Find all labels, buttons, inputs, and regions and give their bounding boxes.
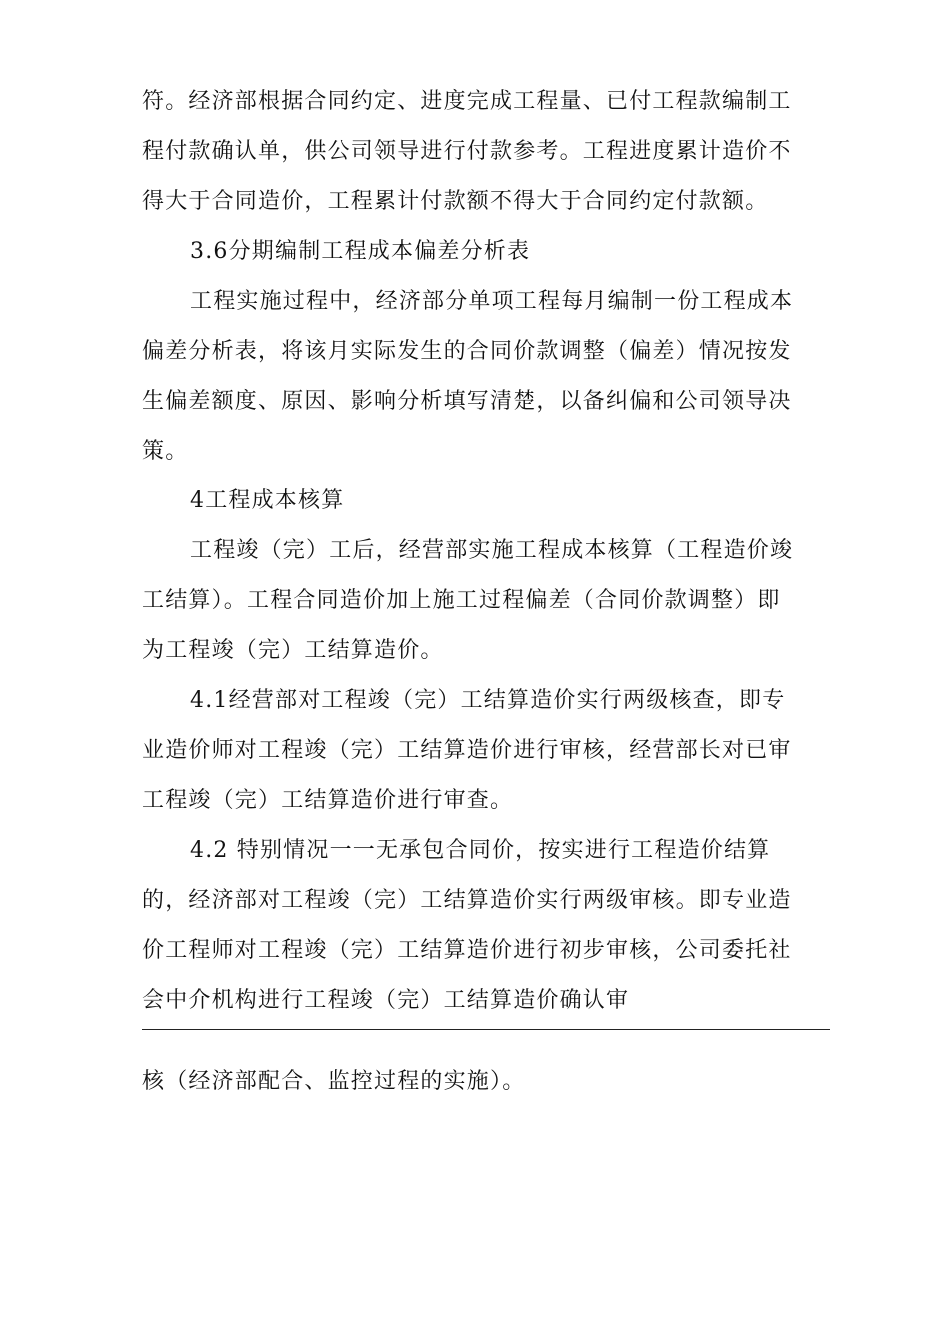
paragraph-line: 符。经济部根据合同约定、进度完成工程量、已付工程款编制工 (142, 89, 792, 114)
paragraph-line: 4.1经营部对工程竣（完）工结算造价实行两级核查，即专 (190, 688, 786, 713)
paragraph-line: 为工程竣（完）工结算造价。 (142, 638, 444, 663)
paragraph-line: 生偏差额度、原因、影响分析填写清楚，以备纠偏和公司领导决 (142, 389, 792, 414)
paragraph-line: 的，经济部对工程竣（完）工结算造价实行两级审核。即专业造 (142, 888, 792, 913)
paragraph-line: 工程竣（完）工后，经营部实施工程成本核算（工程造价竣 (190, 538, 794, 563)
paragraph-line: 会中介机构进行工程竣（完）工结算造价确认审 (142, 988, 630, 1013)
paragraph-line: 业造价师对工程竣（完）工结算造价进行审核，经营部长对已审 (142, 738, 792, 763)
section-heading: 4工程成本核算 (190, 488, 345, 513)
section-heading: 3.6分期编制工程成本偏差分析表 (190, 239, 531, 264)
paragraph-line: 工结算）。工程合同造价加上施工过程偏差（合同价款调整）即 (142, 588, 781, 613)
paragraph-line: 程付款确认单，供公司领导进行付款参考。工程进度累计造价不 (142, 139, 792, 164)
paragraph-line: 偏差分析表，将该月实际发生的合同价款调整（偏差）情况按发 (142, 339, 792, 364)
paragraph-line: 工程竣（完）工结算造价进行审查。 (142, 788, 514, 813)
paragraph-line: 核（经济部配合、监控过程的实施）。 (142, 1069, 526, 1094)
paragraph-line: 工程实施过程中，经济部分单项工程每月编制一份工程成本 (190, 289, 794, 314)
horizontal-rule (142, 1029, 830, 1030)
paragraph-line: 策。 (142, 439, 189, 464)
paragraph-line: 4.2 特别情况一一无承包合同价，按实进行工程造价结算 (190, 838, 771, 863)
paragraph-line: 得大于合同造价，工程累计付款额不得大于合同约定付款额。 (142, 189, 769, 214)
paragraph-line: 价工程师对工程竣（完）工结算造价进行初步审核，公司委托社 (142, 938, 792, 963)
